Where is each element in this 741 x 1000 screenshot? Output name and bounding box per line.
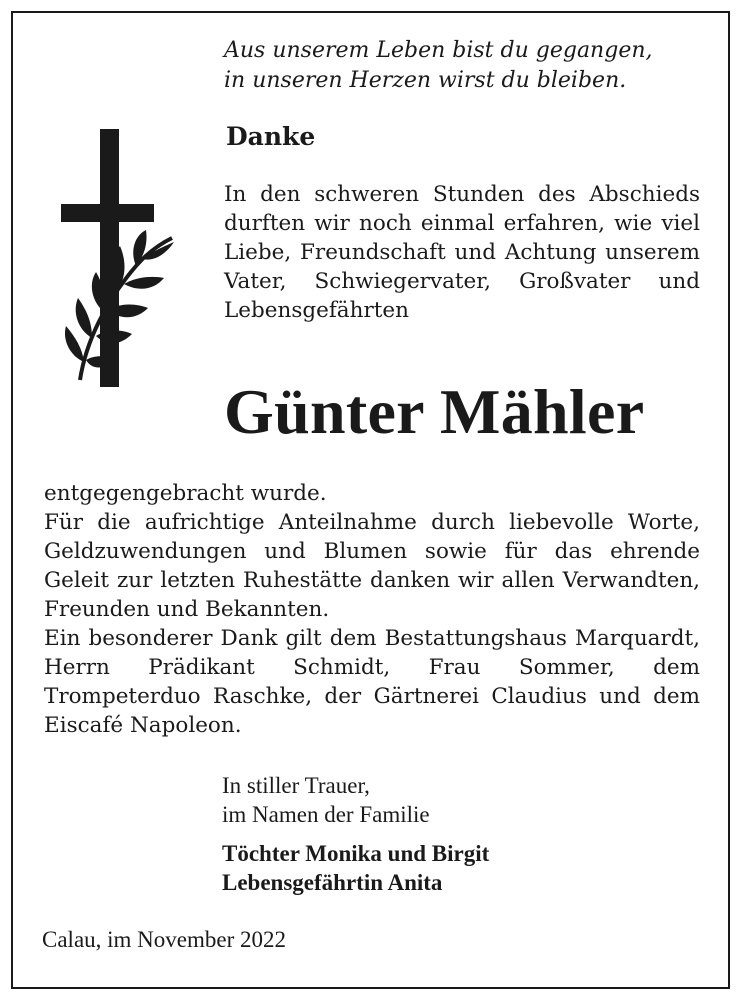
signers [222,839,489,897]
closing-line-2: im Namen der Familie [222,802,430,827]
signer-line-1: Töchter Monika und Birgit [222,841,490,866]
closing-line-1: In stiller Trauer, [222,773,370,798]
thanks-heading: Danke [226,122,316,151]
thanks-body [44,479,700,740]
body-paragraph-1: entgegengebracht wurde. [44,481,327,506]
body-paragraph-3: Ein besonderer Dank gilt dem Bestattungshaus Marquardt, Herrn Prädikant Schmidt, Frau Sommer, dem Trompeterduo Raschke, der Gärtnerei Claudius und dem Eiscafé Napoleon. [44,626,700,738]
place-and-date: Calau, im November 2022 [42,927,287,952]
deceased-name: Günter Mähler [224,376,645,447]
closing-phrase [222,771,430,829]
motto-verse [224,36,653,96]
intro-paragraph: In den schweren Stunden des Abschieds durften wir noch einmal erfahren, wie viel Liebe, Freundschaft und Achtung unserem Vater, Schwiegervater, Großvater und Lebensgefährten [224,182,700,323]
body-paragraph-2: Für die aufrichtige Anteilnahme durch liebevolle Worte, Geldzuwendungen und Blumen sowie für das ehrende Geleit zur letzten Ruhestätte danken wir allen Verwandten, Freunden und Bekannten. [44,510,700,622]
motto-line-2: in unseren Herzen wirst du bleiben. [224,68,627,93]
motto-line-1: Aus unserem Leben bist du gegangen, [224,38,653,63]
cross-with-palm-branch-icon [58,126,178,388]
signer-line-2: Lebensgefährtin Anita [222,870,443,895]
